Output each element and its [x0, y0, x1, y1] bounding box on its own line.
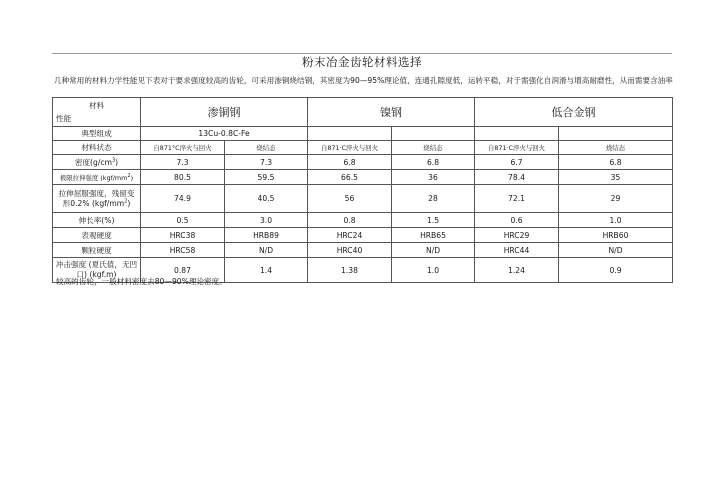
value-cell: 6.7	[475, 155, 559, 170]
value-cell: 35	[559, 170, 673, 185]
value-cell: HRC40	[308, 243, 392, 258]
state-cell: 自871°C淬火与回火	[141, 141, 225, 155]
table-row	[53, 170, 673, 185]
value-cell: HRB89	[225, 228, 308, 243]
value-cell: 7.3	[225, 155, 308, 170]
value-cell: 7.3	[141, 155, 225, 170]
value-cell: 74.9	[141, 185, 225, 213]
property-label-impact: 冲击强度 (夏氏值，无凹口) (kgf.m)	[53, 258, 141, 283]
value-cell: 6.8	[308, 155, 392, 170]
property-label-elongation: 伸长率(%)	[53, 213, 141, 228]
corner-property-label: 性能	[56, 114, 72, 123]
value-cell: HRB65	[392, 228, 475, 243]
composition-empty	[308, 127, 392, 141]
material-header-nickel: 镍钢	[308, 98, 475, 127]
table-row	[53, 155, 673, 170]
composition-label: 典型组成	[53, 127, 141, 141]
table-row	[53, 243, 673, 258]
state-cell: 烧结态	[392, 141, 475, 155]
value-cell: 80.5	[141, 170, 225, 185]
composition-value: 13Cu-0.8C-Fe	[141, 127, 308, 141]
value-cell: HRC24	[308, 228, 392, 243]
value-cell: 1.5	[392, 213, 475, 228]
value-cell: 28	[392, 185, 475, 213]
material-header-copper: 渗铜钢	[141, 98, 308, 127]
value-cell: 6.8	[559, 155, 673, 170]
material-properties-table	[52, 97, 673, 283]
composition-empty	[559, 127, 673, 141]
value-cell: 1.0	[392, 258, 475, 283]
value-cell: N/D	[392, 243, 475, 258]
value-cell: HRC44	[475, 243, 559, 258]
table-row	[53, 185, 673, 213]
value-cell: 0.8	[308, 213, 392, 228]
value-cell: HRC38	[141, 228, 225, 243]
state-cell: 烧结态	[559, 141, 673, 155]
value-cell: 40.5	[225, 185, 308, 213]
value-cell: 1.4	[225, 258, 308, 283]
value-cell: 0.9	[559, 258, 673, 283]
value-cell: HRB60	[559, 228, 673, 243]
table-row	[53, 228, 673, 243]
material-header-lowalloy: 低合金钢	[475, 98, 673, 127]
composition-empty	[392, 127, 475, 141]
state-cell: 烧结态	[225, 141, 308, 155]
corner-material-label: 材料	[89, 101, 105, 110]
state-label: 材料状态	[53, 141, 141, 155]
value-cell: 78.4	[475, 170, 559, 185]
value-cell: 66.5	[308, 170, 392, 185]
value-cell: 1.38	[308, 258, 392, 283]
page-title: 粉末冶金齿轮材料选择	[302, 55, 422, 69]
value-cell: 56	[308, 185, 392, 213]
footnote: 较高的齿轮，一般材料密度去80—90%理论密度。	[56, 277, 227, 286]
value-cell: 1.0	[559, 213, 673, 228]
property-label-density: 密度$(g/cm^3)$	[53, 155, 141, 170]
value-cell: 72.1	[475, 185, 559, 213]
property-label-apparent-hardness: 表观硬度	[53, 228, 141, 243]
property-label-tensile: 极限拉伸强度 $(kgf/mm^2)$	[53, 170, 141, 185]
value-cell: 6.8	[392, 155, 475, 170]
composition-empty	[475, 127, 559, 141]
property-label-yield: 拉伸屈服强度，残留变形0.2% $(kgf/mm^2)$	[53, 185, 141, 213]
value-cell: 1.24	[475, 258, 559, 283]
property-label-particle-hardness: 颗粒硬度	[53, 243, 141, 258]
state-cell: 自871·C淬火与回火	[308, 141, 392, 155]
value-cell: 0.5	[141, 213, 225, 228]
value-cell: 36	[392, 170, 475, 185]
intro-paragraph: 几种常用的材料力学性能见下表对于要求强度较高的齿轮，可采用渗铜烧结钢，其密度为90—95%理论值，连通孔隙度低，运转平稳，对于需强化自润滑与增高耐磨性，从而需要含油率	[54, 76, 673, 85]
value-cell: N/D	[225, 243, 308, 258]
value-cell: N/D	[559, 243, 673, 258]
value-cell: 29	[559, 185, 673, 213]
value-cell: 3.0	[225, 213, 308, 228]
value-cell: 59.5	[225, 170, 308, 185]
table-row	[53, 213, 673, 228]
value-cell: 0.6	[475, 213, 559, 228]
value-cell: 0.87	[141, 258, 225, 283]
state-cell: 自871·C淬火与回火	[475, 141, 559, 155]
value-cell: HRC58	[141, 243, 225, 258]
value-cell: HRC29	[475, 228, 559, 243]
table-corner-header	[53, 98, 141, 127]
